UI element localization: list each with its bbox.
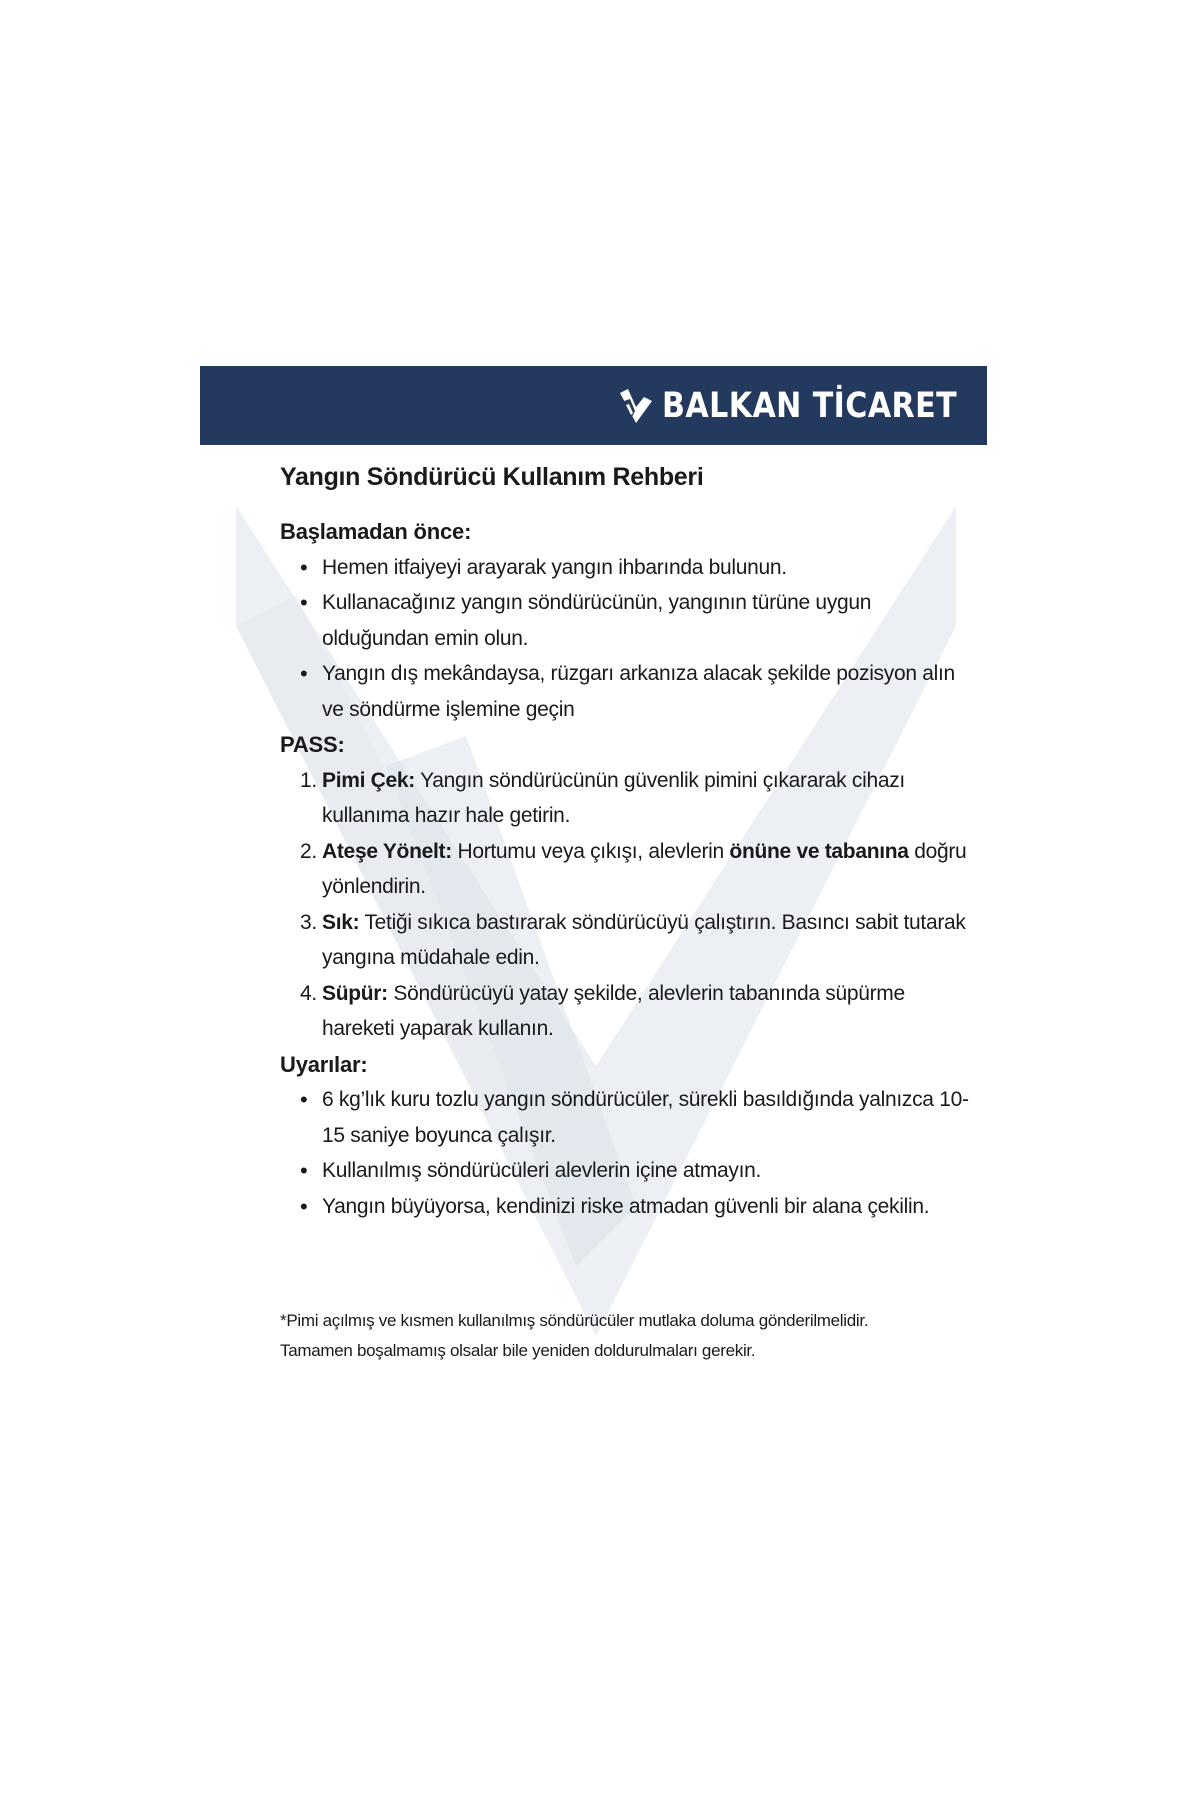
list-item: • Kullanılmış söndürücüleri alevlerin içine atmayın. [280, 1153, 970, 1189]
step-term: Pimi Çek: [322, 768, 415, 792]
guide-content [280, 460, 970, 1224]
brand-name: BALKAN TİCARET [661, 386, 957, 426]
footnote-line: *Pimi açılmış ve kısmen kullanılmış söndürücüler mutlaka doluma gönderilmelidir. [280, 1311, 869, 1330]
step-number: 1. [300, 768, 317, 792]
step-number: 4. [300, 981, 317, 1005]
list-item: • Yangın dış mekândaysa, rüzgarı arkanıza alacak şekilde pozisyon alın ve söndürme işlemine geçin [280, 656, 970, 727]
footnote-line: Tamamen boşalmamış olsalar bile yeniden doldurulmaları gerekir. [280, 1341, 756, 1360]
step-term: Ateşe Yönelt: [322, 839, 452, 863]
warnings-heading: Uyarılar: [280, 1051, 368, 1077]
step-text: Tetiği sıkıca bastırarak söndürücüyü çalıştırın. Basıncı sabit tutarak yangına müdahale edin. [322, 910, 966, 969]
header-bar [200, 366, 987, 445]
step-text: Hortumu veya çıkışı, alevlerin [451, 839, 730, 863]
brand-logo [618, 383, 973, 429]
step-number: 2. [300, 839, 317, 863]
pass-step [280, 834, 970, 905]
step-number: 3. [300, 910, 317, 934]
pass-step [280, 905, 970, 976]
footnote [280, 1306, 980, 1366]
check-arrow-icon [618, 387, 654, 425]
step-text: doğru yönlendirin. [322, 839, 967, 898]
before-start-list [280, 550, 970, 728]
warnings-list [280, 1082, 970, 1224]
step-term: Sık: [322, 910, 360, 934]
before-start-heading: Başlamadan önce: [280, 519, 472, 544]
step-text: Söndürücüyü yatay şekilde, alevlerin tabanında süpürme hareketi yaparak kullanın. [322, 981, 905, 1040]
step-text: Yangın söndürücünün güvenlik pimini çıkararak cihazı kullanıma hazır hale getirin. [322, 768, 905, 827]
step-term: Süpür: [322, 981, 388, 1005]
document-title: Yangın Söndürücü Kullanım Rehberi [280, 463, 704, 491]
pass-heading: PASS: [280, 732, 345, 757]
list-item: • Kullanacağınız yangın söndürücünün, yangının türüne uygun olduğundan emin olun. [280, 585, 970, 656]
step-emphasis: önüne ve tabanına [729, 839, 909, 863]
list-item: • 6 kg’lık kuru tozlu yangın söndürücüler, sürekli basıldığında yalnızca 10-15 saniye boyunca çalışır. [280, 1082, 970, 1153]
pass-step [280, 763, 970, 834]
pass-step [280, 976, 970, 1047]
list-item: • Yangın büyüyorsa, kendinizi riske atmadan güvenli bir alana çekilin. [280, 1189, 970, 1225]
list-item: • Hemen itfaiyeyi arayarak yangın ihbarında bulunun. [280, 550, 970, 586]
guide-card [200, 366, 987, 1386]
pass-steps-list [280, 763, 970, 1047]
